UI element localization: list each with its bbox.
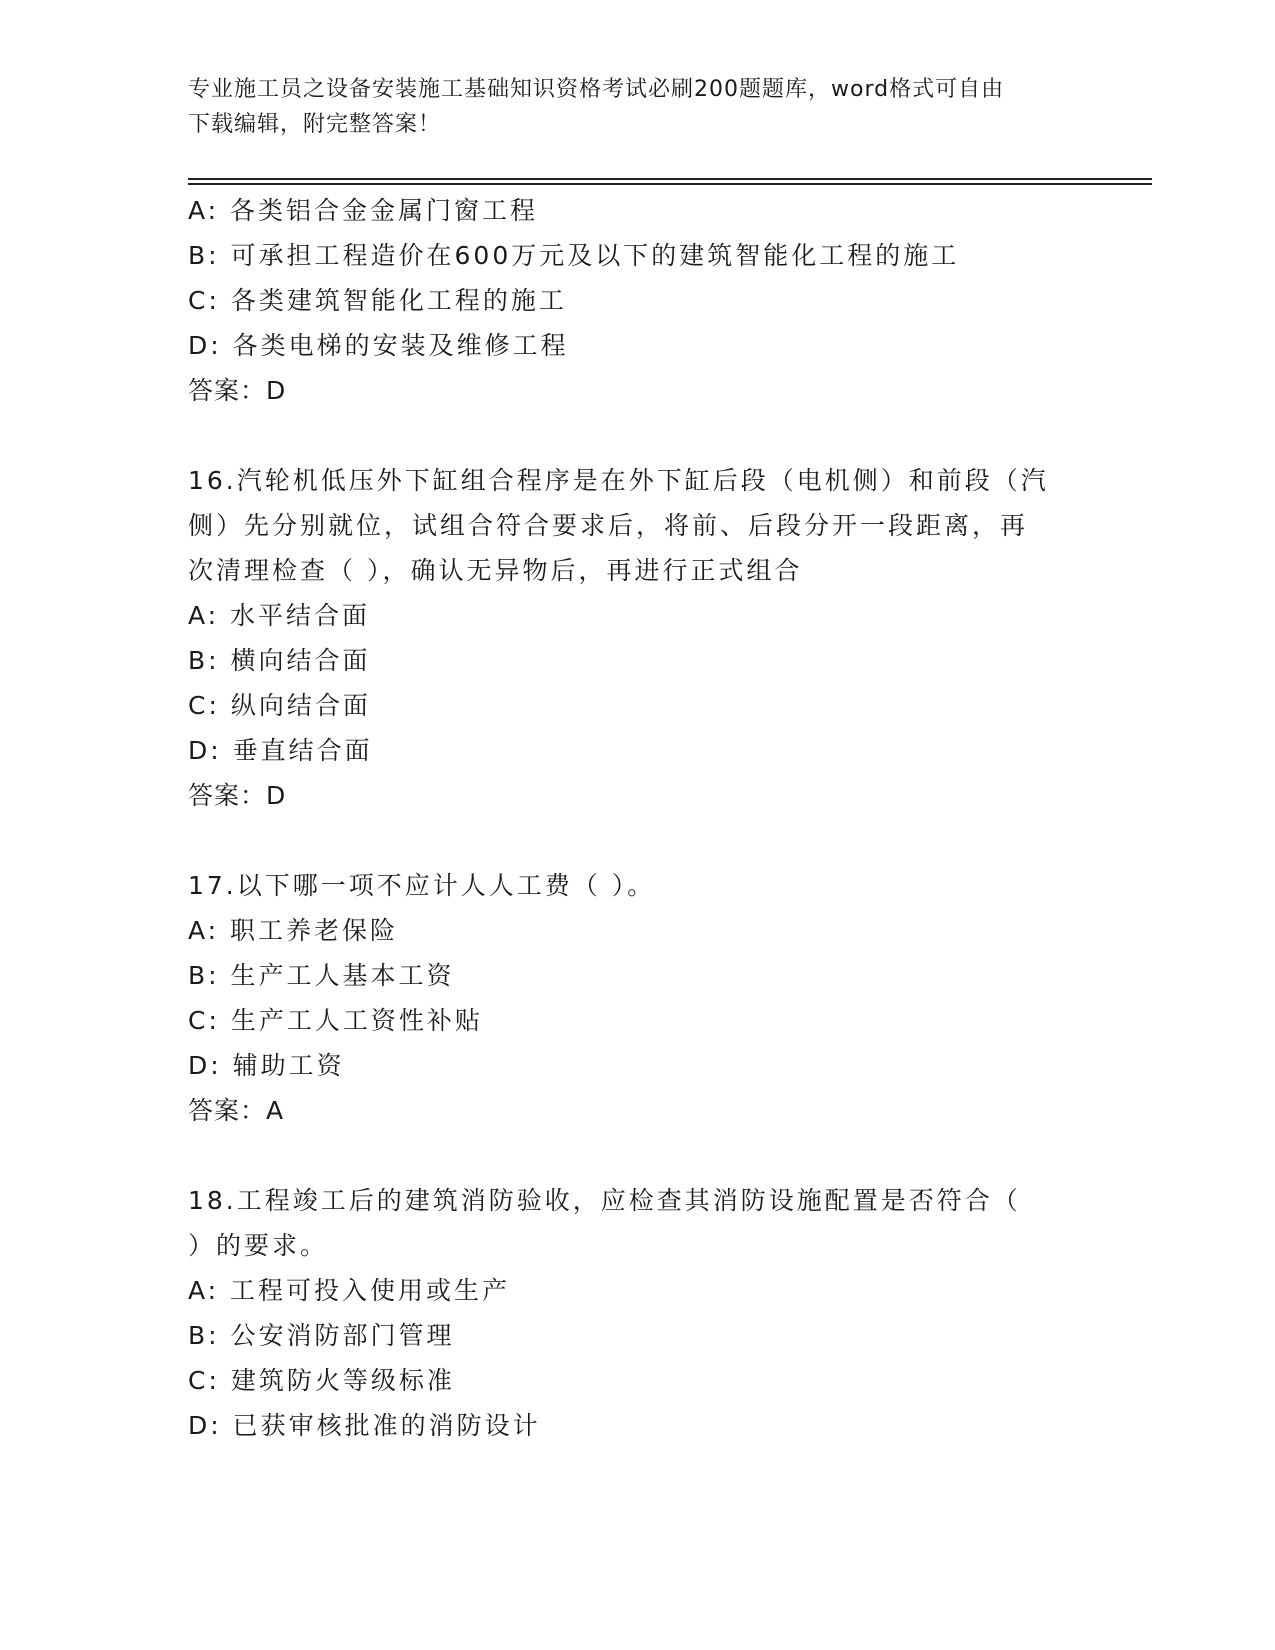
document-header xyxy=(188,72,1088,142)
option-a: A: 水平结合面 xyxy=(188,601,371,630)
header-line-2: 下载编辑，附完整答案！ xyxy=(188,112,442,137)
option-b: B: 公安消防部门管理 xyxy=(188,1321,455,1350)
header-divider-bottom xyxy=(188,183,1152,185)
option-b: B: 横向结合面 xyxy=(188,646,371,675)
stem-line-3: 次清理检查（ ），确认无异物后，再进行正式组合 xyxy=(188,556,803,585)
question-stem xyxy=(188,863,1088,908)
option-d: D: 各类电梯的安装及维修工程 xyxy=(188,331,569,360)
option-a: A: 各类铝合金金属门窗工程 xyxy=(188,196,539,225)
question-stem xyxy=(188,1178,1088,1268)
option-d: D: 已获审核批准的消防设计 xyxy=(188,1411,541,1440)
question-15 xyxy=(188,188,1088,413)
option-c: C: 纵向结合面 xyxy=(188,691,371,720)
option-b: B: 生产工人基本工资 xyxy=(188,961,455,990)
option-d: D: 辅助工资 xyxy=(188,1051,345,1080)
stem-line-1: 18.工程竣工后的建筑消防验收，应检查其消防设施配置是否符合（ xyxy=(188,1186,1021,1215)
answer-line: 答案：D xyxy=(188,376,287,405)
stem-line-1: 16.汽轮机低压外下缸组合程序是在外下缸后段（电机侧）和前段（汽 xyxy=(188,466,1049,495)
option-a: A: 职工养老保险 xyxy=(188,916,399,945)
stem-line-2: ）的要求。 xyxy=(188,1231,329,1260)
option-d: D: 垂直结合面 xyxy=(188,736,373,765)
header-divider-top xyxy=(188,178,1152,180)
option-c: C: 建筑防火等级标准 xyxy=(188,1366,455,1395)
answer-line: 答案：D xyxy=(188,781,287,810)
option-c: C: 各类建筑智能化工程的施工 xyxy=(188,286,567,315)
answer-line: 答案：A xyxy=(188,1096,285,1125)
option-c: C: 生产工人工资性补贴 xyxy=(188,1006,483,1035)
stem-line-2: 侧）先分别就位，试组合符合要求后，将前、后段分开一段距离，再 xyxy=(188,511,1029,540)
header-line-1: 专业施工员之设备安装施工基础知识资格考试必刷200题题库，word格式可自由 xyxy=(188,77,1005,102)
question-content xyxy=(188,188,1088,1448)
question-16 xyxy=(188,458,1088,818)
stem-line-1: 17.以下哪一项不应计人人工费（ ）。 xyxy=(188,871,656,900)
question-17 xyxy=(188,863,1088,1133)
option-a: A: 工程可投入使用或生产 xyxy=(188,1276,511,1305)
question-stem xyxy=(188,458,1088,593)
question-18 xyxy=(188,1178,1088,1448)
option-b: B: 可承担工程造价在600万元及以下的建筑智能化工程的施工 xyxy=(188,241,960,270)
